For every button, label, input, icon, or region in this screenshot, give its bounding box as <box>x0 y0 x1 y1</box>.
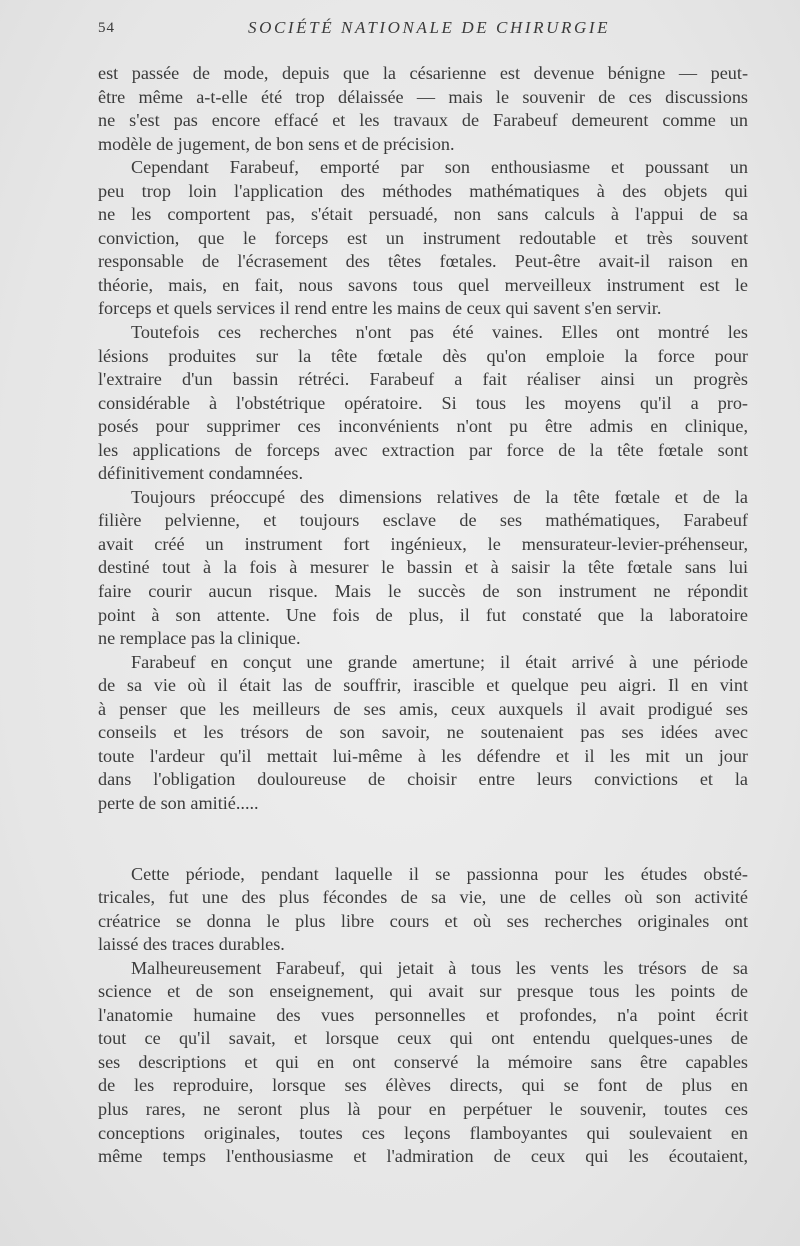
text-line: Toutefois ces recherches n'ont pas été vaines. Elles ont montré les <box>131 322 748 343</box>
running-head <box>98 18 748 42</box>
text-line: science et de son enseignement, qui avait sur presque tous les points de <box>98 981 748 1002</box>
page-number: 54 <box>98 20 115 36</box>
journal-title: SOCIÉTÉ NATIONALE DE CHIRURGIE <box>248 18 611 37</box>
text-line: Cependant Farabeuf, emporté par son enthousiasme et poussant un <box>131 157 748 178</box>
text-line: ne s'est pas encore effacé et les travaux de Farabeuf demeurent comme un <box>98 110 748 131</box>
text-line: l'anatomie humaine des vues personnelles et profondes, n'a point écrit <box>98 1004 748 1025</box>
text-line: considérable à l'obstétrique opératoire. Si tous les moyens qu'il a pro- <box>98 392 748 413</box>
body-text <box>98 62 748 1169</box>
text-line: ne les comportent pas, s'était persuadé, non sans calculs à l'appui de sa <box>98 204 748 225</box>
text-line: perte de son amitié..... <box>98 792 259 813</box>
text-line: faire courir aucun risque. Mais le succès de son instrument ne répondit <box>98 581 748 602</box>
text-line: laissé des traces durables. <box>98 934 285 955</box>
text-line: peu trop loin l'application des méthodes mathématiques à des objets qui <box>98 180 748 201</box>
text-line: définitivement condamnées. <box>98 463 304 484</box>
text-line: tout ce qu'il savait, et lorsque ceux qui ont entendu quelques-unes de <box>98 1028 748 1049</box>
text-line: plus rares, ne seront plus là pour en perpétuer le souvenir, toutes ces <box>98 1098 748 1119</box>
paragraph <box>98 863 748 957</box>
text-line: créatrice se donna le plus libre cours et où ses recherches originales ont <box>98 910 748 931</box>
text-line: ne remplace pas la clinique. <box>98 628 301 649</box>
text-line: conviction, que le forceps est un instrument redoutable et très souvent <box>98 227 748 248</box>
text-line: destiné tout à la fois à mesurer le bassin et à saisir la tête fœtale sans lui <box>98 557 748 578</box>
section-gap <box>98 816 748 863</box>
text-line: Cette période, pendant laquelle il se passionna pour les études obsté- <box>131 863 748 884</box>
text-line: même temps l'enthousiasme et l'admiration de ceux qui les écoutaient, <box>98 1146 748 1167</box>
text-line: de les reproduire, lorsque ses élèves directs, qui se font de plus en <box>98 1075 748 1096</box>
paragraph <box>98 957 748 1169</box>
text-line: dans l'obligation douloureuse de choisir entre leurs convictions et la <box>98 769 748 790</box>
text-line: posés pour supprimer ces inconvénients n'ont pu être admis en clinique, <box>98 416 748 437</box>
paragraph <box>98 486 748 651</box>
text-line: Toujours préoccupé des dimensions relatives de la tête fœtale et de la <box>131 486 748 507</box>
paragraph <box>98 62 748 156</box>
text-line: tricales, fut une des plus fécondes de sa vie, une de celles où son activité <box>98 887 748 908</box>
text-line: à penser que les meilleurs de ses amis, ceux auxquels il avait prodigué ses <box>98 698 748 719</box>
text-line: modèle de jugement, de bon sens et de précision. <box>98 133 455 154</box>
text-line: Malheureusement Farabeuf, qui jetait à tous les vents les trésors de sa <box>131 957 748 978</box>
text-line: conceptions originales, toutes ces leçons flamboyantes qui soulevaient en <box>98 1122 748 1143</box>
text-line: être même a-t-elle été trop délaissée — mais le souvenir de ces discussions <box>98 86 748 107</box>
text-line: lésions produites sur la tête fœtale dès qu'on emploie la force pour <box>98 345 748 366</box>
text-line: est passée de mode, depuis que la césarienne est devenue bénigne — peut- <box>98 63 748 83</box>
text-line: point à son attente. Une fois de plus, il fut constaté que la laboratoire <box>98 604 748 625</box>
text-line: les applications de forceps avec extraction par force de la tête fœtale sont <box>98 439 748 460</box>
text-line: ses descriptions et qui en ont conservé la mémoire sans être capables <box>98 1051 748 1072</box>
text-line: Farabeuf en conçut une grande amertune; il était arrivé à une période <box>131 651 748 672</box>
text-line: responsable de l'écrasement des têtes fœtales. Peut-être avait-il raison en <box>98 251 748 272</box>
text-line: avait créé un instrument fort ingénieux, le mensurateur-levier-préhenseur, <box>98 533 748 554</box>
text-line: théorie, mais, en fait, nous savons tous quel merveilleux instrument est le <box>98 274 748 295</box>
paragraph <box>98 156 748 321</box>
paragraph <box>98 321 748 486</box>
paragraph <box>98 651 748 816</box>
text-line: conseils et les trésors de son savoir, ne soutenaient pas ses idées avec <box>98 722 748 743</box>
text-line: l'extraire d'un bassin rétréci. Farabeuf a fait réaliser ainsi un progrès <box>98 369 748 390</box>
text-line: de sa vie où il était las de souffrir, irascible et quelque peu aigri. Il en vint <box>98 675 748 696</box>
text-line: toute l'ardeur qu'il mettait lui-même à les défendre et il les mit un jour <box>98 745 748 766</box>
text-line: filière pelvienne, et toujours esclave de ses mathématiques, Farabeuf <box>98 510 748 531</box>
text-line: forceps et quels services il rend entre les mains de ceux qui savent s'en servir. <box>98 298 662 319</box>
